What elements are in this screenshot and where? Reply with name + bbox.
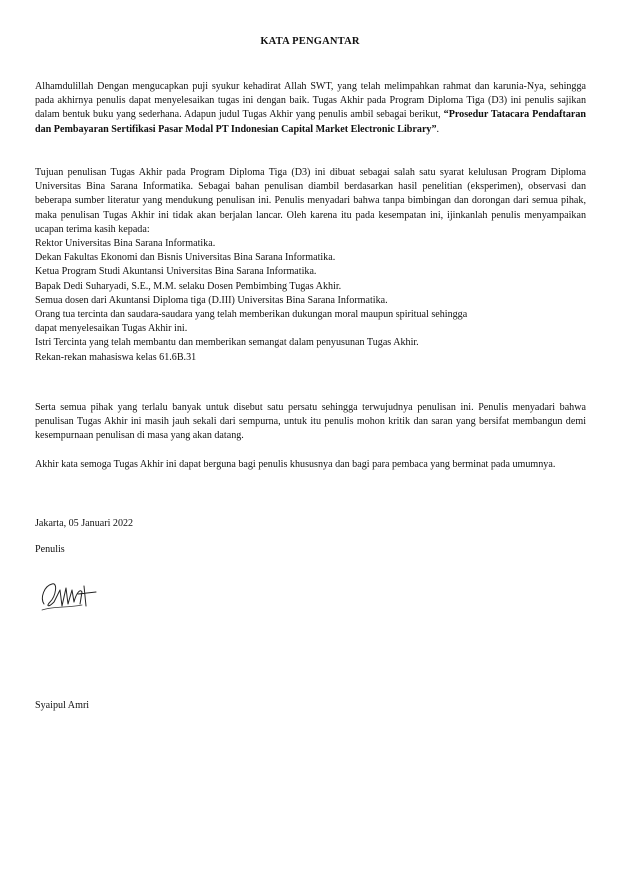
thanks-item: Orang tua tercinta dan saudara-saudara yang telah memberikan dukungan moral maupun spiritual sehingga	[35, 309, 468, 321]
thanks-item: Ketua Program Studi Akuntansi Universitas Bina Sarana Informatika.	[35, 266, 317, 278]
thesis-title: “Prosedur Tatacara Pendaftaran dan Pembayaran Sertifikasi Pasar Modal PT Indonesian Capital Market Electronic Library”	[35, 109, 587, 135]
place-date: Jakarta, 05 Januari 2022	[35, 518, 134, 529]
page-title: KATA PENGANTAR	[260, 36, 360, 47]
acknowledgement-paragraph: Serta semua pihak yang terlalu banyak untuk disebut satu persatu sehingga terwujudnya penulisan ini. Penulis menyadari bahwa penulisan Tugas Akhir ini masih jauh sekali dari sempurna, untuk itu penulis mohon kritik dan saran yang bersifat membangun demi kesempurnaan penulisan di masa yang akan datang.	[35, 402, 586, 442]
intro-paragraph	[35, 80, 586, 137]
thanks-item: Dekan Fakultas Ekonomi dan Bisnis Universitas Bina Sarana Informatika.	[35, 252, 336, 264]
thanks-item: Istri Tercinta yang telah membantu dan memberikan semangat dalam penyusunan Tugas Akhir.	[35, 337, 419, 349]
purpose-section	[35, 166, 586, 365]
intro-text: Alhamdulillah Dengan mengucapkan puji syukur kehadirat Allah SWT, yang telah melimpahkan rahmat dan karunia-Nya, sehingga pada akhirnya penulis dapat menyelesaikan tugas ini dengan baik. Tugas Akhir pada Program Diploma Tiga (D3) ini penulis sajikan dalam bentuk buku yang sederhana. Adapun judul Tugas Akhir yang penulis ambil sebagai berikut,	[35, 81, 586, 121]
thanks-item: dapat menyelesaikan Tugas Akhir ini.	[35, 323, 188, 335]
purpose-paragraph: Tujuan penulisan Tugas Akhir pada Program Diploma Tiga (D3) ini dibuat sebagai salah satu syarat kelulusan Program Diploma Universitas Bina Sarana Informatika. Sebagai bahan penulisan diambil berdasarkan hasil penelitian (eksperimen), observasi dan beberapa sumber literatur yang mendukung penulisan ini. Penulis menyadari bahwa tanpa bimbingan dan dorongan dari semua pihak, maka penulisan Tugas Akhir ini tidak akan berjalan lancar. Oleh karena itu pada kesempatan ini, ijinkanlah penulis menyampaikan ucapan terima kasih kepada:	[35, 167, 586, 235]
intro-tail: .	[436, 123, 440, 135]
thanks-item: Bapak Dedi Suharyadi, S.E., M.M. selaku Dosen Pembimbing Tugas Akhir.	[35, 280, 342, 292]
author-name: Syaipul Amri	[35, 700, 90, 711]
closing-paragraph: Akhir kata semoga Tugas Akhir ini dapat berguna bagi penulis khususnya dan bagi para pembaca yang berminat pada umumnya.	[35, 459, 556, 470]
thanks-item: Rekan-rekan mahasiswa kelas 61.6B.31	[35, 351, 197, 363]
thanks-item: Rektor Universitas Bina Sarana Informatika.	[35, 238, 216, 250]
signature-image	[38, 572, 104, 616]
author-role: Penulis	[35, 544, 65, 555]
thanks-item: Semua dosen dari Akuntansi Diploma tiga (D.III) Universitas Bina Sarana Informatika.	[35, 294, 388, 306]
